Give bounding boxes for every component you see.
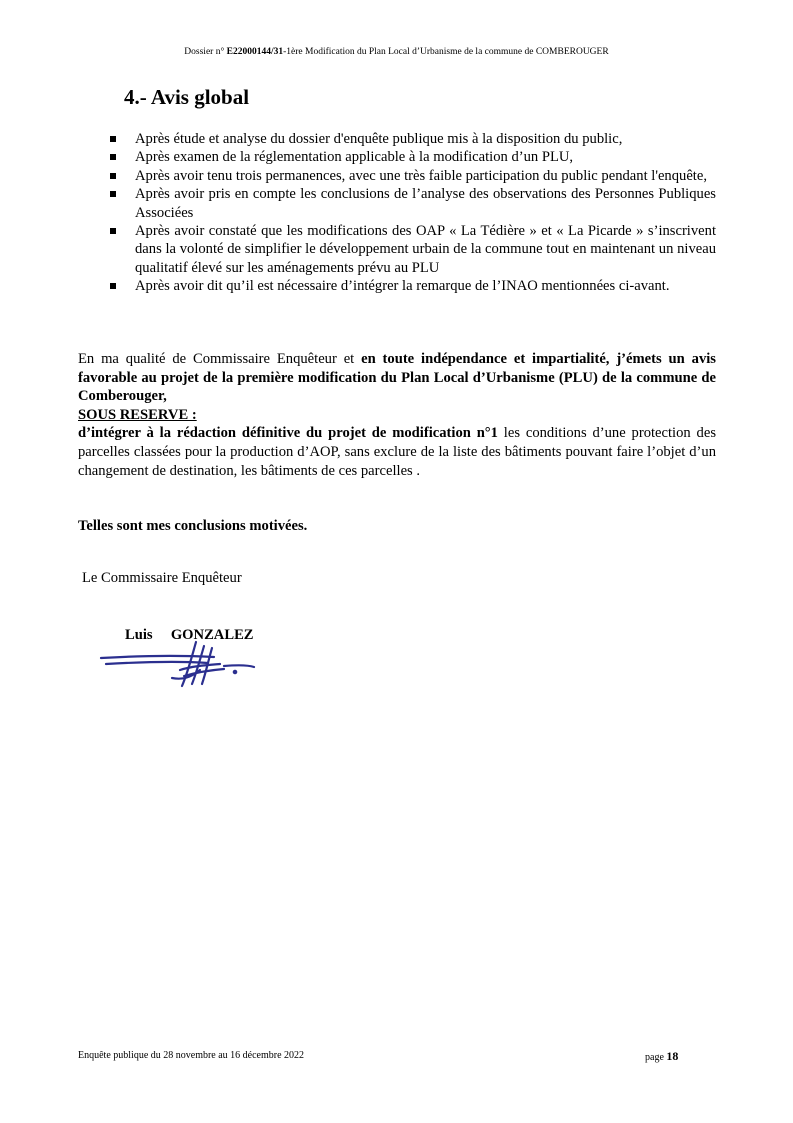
footer-period: Enquête publique du 28 novembre au 16 décembre 2022 xyxy=(78,1050,305,1061)
opinion-paragraph xyxy=(78,350,716,480)
opinion-intro: En ma qualité de Commissaire Enquêteur et xyxy=(78,351,362,367)
section-title: 4.- Avis global xyxy=(124,85,250,109)
reserve-statement: d’intégrer à la rédaction définitive du projet de modification n°1 xyxy=(78,425,498,442)
list-item: Après examen de la réglementation applicable à la modification d’un PLU, xyxy=(110,148,716,166)
opinion-statement: en toute indépendance et impartialité, j’émets un avis favorable au projet de la première modification du Plan Local d’Urbanisme (PLU) de la commune de Comberouger, xyxy=(78,351,716,405)
list-item: Après avoir pris en compte les conclusions de l’analyse des observations des Personnes Publiques Associées xyxy=(110,185,716,222)
bullet-icon xyxy=(110,191,116,197)
bullet-icon xyxy=(110,283,116,289)
conclusion-text: Telles sont mes conclusions motivées. xyxy=(78,518,308,534)
signatory-name: Luis GONZALEZ xyxy=(125,627,254,643)
header-file-number: E22000144/31 xyxy=(226,47,284,57)
signatory-role: Le Commissaire Enquêteur xyxy=(82,570,242,586)
list-item: Après avoir tenu trois permanences, avec une très faible participation du public pendant l'enquête, xyxy=(110,167,716,185)
bullet-icon xyxy=(110,173,116,179)
page-number: page 18 xyxy=(645,1049,679,1063)
list-item: Après avoir constaté que les modifications des OAP « La Tédière » et « La Picarde » s’inscrivent dans la volonté de simplifier le développement urbain de la commune tout en maintenant un niveau qualitatif élevé sur les aménagements prévu au PLU xyxy=(110,222,716,277)
bullet-icon xyxy=(110,136,116,142)
considerations-list xyxy=(110,130,716,296)
header-prefix: Dossier n° xyxy=(184,47,227,57)
header-rest: -1ère Modification du Plan Local d’Urbanisme de la commune de COMBEROUGER xyxy=(283,47,609,57)
reserve-text: les conditions d’une protection des parcelles classées pour la production d’AOP, sans exclure de la liste des bâtiments pouvant faire l’objet d’un changement de destination, les bâtiments de ces parcelles . xyxy=(78,425,716,479)
reserve-label: SOUS RESERVE : xyxy=(78,406,197,423)
signature-icon xyxy=(96,636,266,694)
list-item: Après avoir dit qu’il est nécessaire d’intégrer la remarque de l’INAO mentionnées ci-avant. xyxy=(110,277,716,295)
bullet-icon xyxy=(110,228,116,234)
bullet-icon xyxy=(110,154,116,160)
list-item: Après étude et analyse du dossier d'enquête publique mis à la disposition du public, xyxy=(110,130,716,148)
page-header xyxy=(0,47,793,57)
